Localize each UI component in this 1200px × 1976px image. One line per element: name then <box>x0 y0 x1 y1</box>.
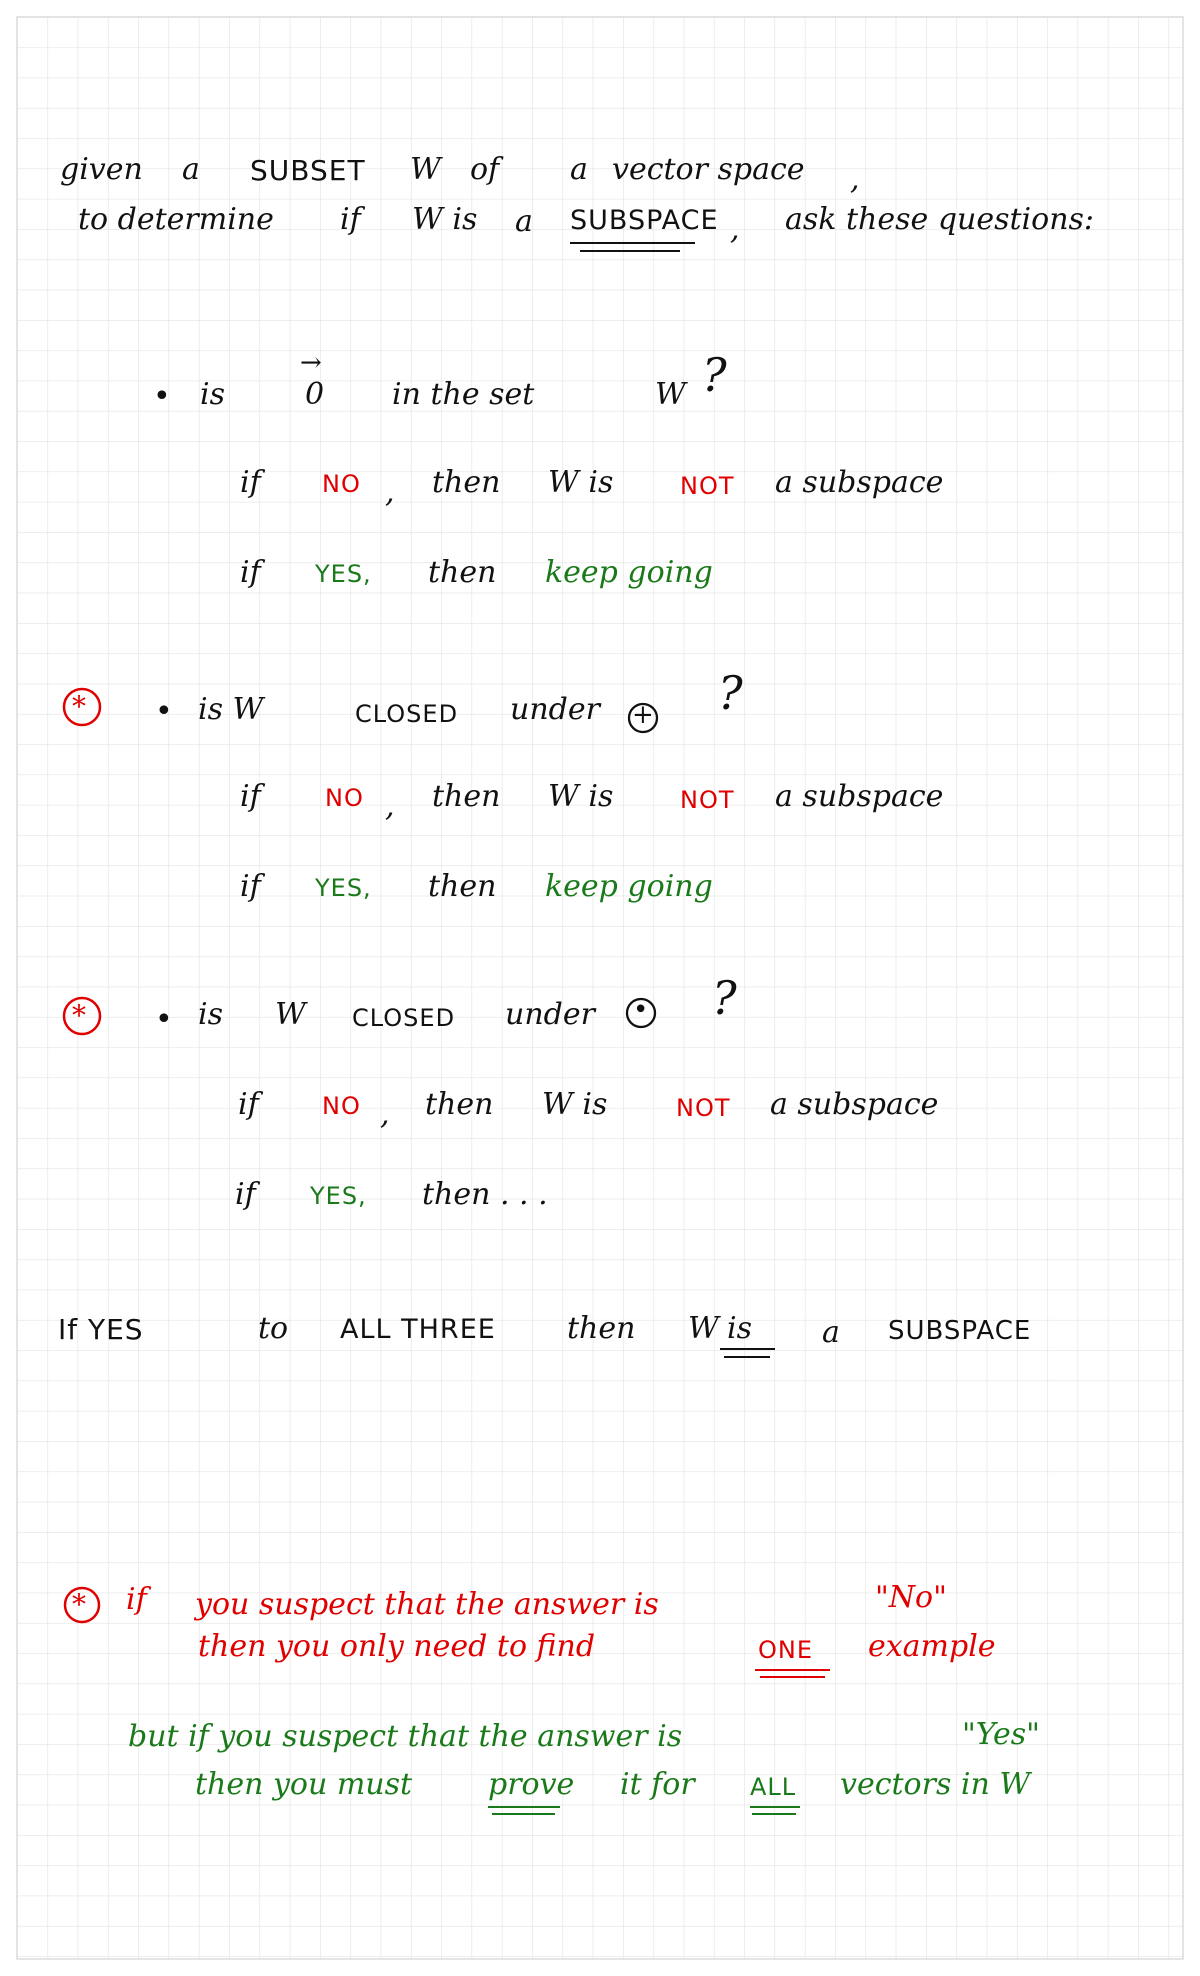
note-red-then-you: then you only need to find <box>198 1629 596 1664</box>
q2-a-subspace: a subspace <box>775 779 944 814</box>
q2-under: under <box>510 692 600 727</box>
q3-no-if: if <box>238 1087 259 1122</box>
q2-bullet: • <box>155 694 173 729</box>
q2-star: * <box>72 690 86 723</box>
intro-given: given <box>60 152 143 187</box>
q1-no: NO <box>322 470 361 498</box>
conclusion-then: then <box>567 1311 636 1346</box>
q1-is: is <box>200 377 225 412</box>
note-red-suspect: you suspect that the answer is <box>195 1587 659 1622</box>
note-red-if: if <box>126 1582 147 1617</box>
conclusion-a: a <box>822 1315 840 1350</box>
intro-subspace: SUBSPACE <box>570 205 719 236</box>
note-green-then-you: then you must <box>195 1767 413 1802</box>
q3-w: W <box>275 997 306 1032</box>
q2-qmark: ? <box>718 666 743 720</box>
intro-if: if <box>340 202 361 237</box>
note-green-yes: "Yes" <box>962 1717 1040 1752</box>
conclusion-all-three: ALL THREE <box>340 1314 496 1345</box>
q2-not: NOT <box>680 786 735 814</box>
q3-no-comma: , <box>380 1097 390 1132</box>
note-green-prove: prove <box>488 1767 575 1802</box>
q3-yes-then: then . . . <box>422 1177 548 1212</box>
q3-no-w-is: W is <box>542 1087 608 1122</box>
dot-operator: • <box>633 995 649 1025</box>
intro-a: a <box>182 152 200 187</box>
note-green-it-for: it for <box>620 1767 695 1802</box>
intro-a2: a <box>570 152 588 187</box>
q2-no-if: if <box>240 779 261 814</box>
q1-keep-going: keep going <box>545 555 713 590</box>
q1-in-set: in the set <box>392 377 535 412</box>
note-red-example: example <box>868 1629 996 1664</box>
q3-is: is <box>198 997 223 1032</box>
note-green-but: but if you suspect that the answer is <box>128 1719 683 1754</box>
intro-of: of <box>470 152 500 187</box>
note-red-no: "No" <box>875 1580 947 1615</box>
q1-yes-if: if <box>240 555 261 590</box>
zero-vector: 0 <box>305 377 325 412</box>
q3-yes: YES, <box>310 1182 367 1210</box>
q1-w: W <box>655 377 686 412</box>
q3-a-subspace: a subspace <box>770 1087 939 1122</box>
q2-yes-if: if <box>240 869 261 904</box>
q2-no-then: then <box>432 779 501 814</box>
q1-no-w-is: W is <box>548 465 614 500</box>
q1-a-subspace: a subspace <box>775 465 944 500</box>
q3-no-then: then <box>425 1087 494 1122</box>
intro-a3: a <box>515 204 533 239</box>
intro-to-determine: to determine <box>78 202 274 237</box>
q2-closed: CLOSED <box>355 700 459 728</box>
conclusion-to: to <box>258 1311 289 1346</box>
q2-no: NO <box>325 784 364 812</box>
zero-vector-arrow: → <box>300 348 322 378</box>
q3-star: * <box>72 999 86 1032</box>
q2-keep-going: keep going <box>545 869 713 904</box>
plus-operator: + <box>632 700 654 730</box>
q3-qmark: ? <box>712 971 737 1025</box>
intro-ask: ask these questions: <box>785 202 1095 237</box>
q1-bullet: • <box>153 379 171 414</box>
intro-comma2: , <box>730 212 740 247</box>
q1-yes: YES, <box>315 560 372 588</box>
q3-under: under <box>505 997 595 1032</box>
q2-no-w-is: W is <box>548 779 614 814</box>
intro-subset: SUBSET <box>250 154 366 187</box>
note-green-vectors: vectors in W <box>840 1767 1031 1802</box>
intro-w-is: W is <box>412 202 478 237</box>
q2-yes: YES, <box>315 874 372 902</box>
q3-closed: CLOSED <box>352 1004 456 1032</box>
conclusion-if-yes: If YES <box>58 1313 144 1346</box>
q1-no-comma: , <box>385 475 395 510</box>
conclusion-is: is <box>727 1311 752 1346</box>
q1-no-then: then <box>432 465 501 500</box>
q2-no-comma: , <box>385 789 395 824</box>
q3-yes-if: if <box>235 1177 256 1212</box>
q1-qmark: ? <box>702 348 727 402</box>
intro-w: W <box>410 152 441 187</box>
note-star: * <box>72 1588 86 1621</box>
q3-bullet: • <box>155 1002 173 1037</box>
conclusion-subspace: SUBSPACE <box>888 1316 1032 1346</box>
intro-vector-space: vector space <box>612 152 805 187</box>
note-red-one: ONE <box>758 1636 814 1664</box>
intro-comma: , <box>850 162 860 197</box>
q1-yes-then: then <box>428 555 497 590</box>
q1-no-if: if <box>240 465 261 500</box>
note-green-all: ALL <box>750 1773 797 1801</box>
conclusion-w: W <box>688 1311 719 1346</box>
q2-yes-then: then <box>428 869 497 904</box>
q1-not: NOT <box>680 472 735 500</box>
q3-no: NO <box>322 1092 361 1120</box>
q3-not: NOT <box>676 1094 731 1122</box>
q2-is-w: is W <box>198 692 264 727</box>
